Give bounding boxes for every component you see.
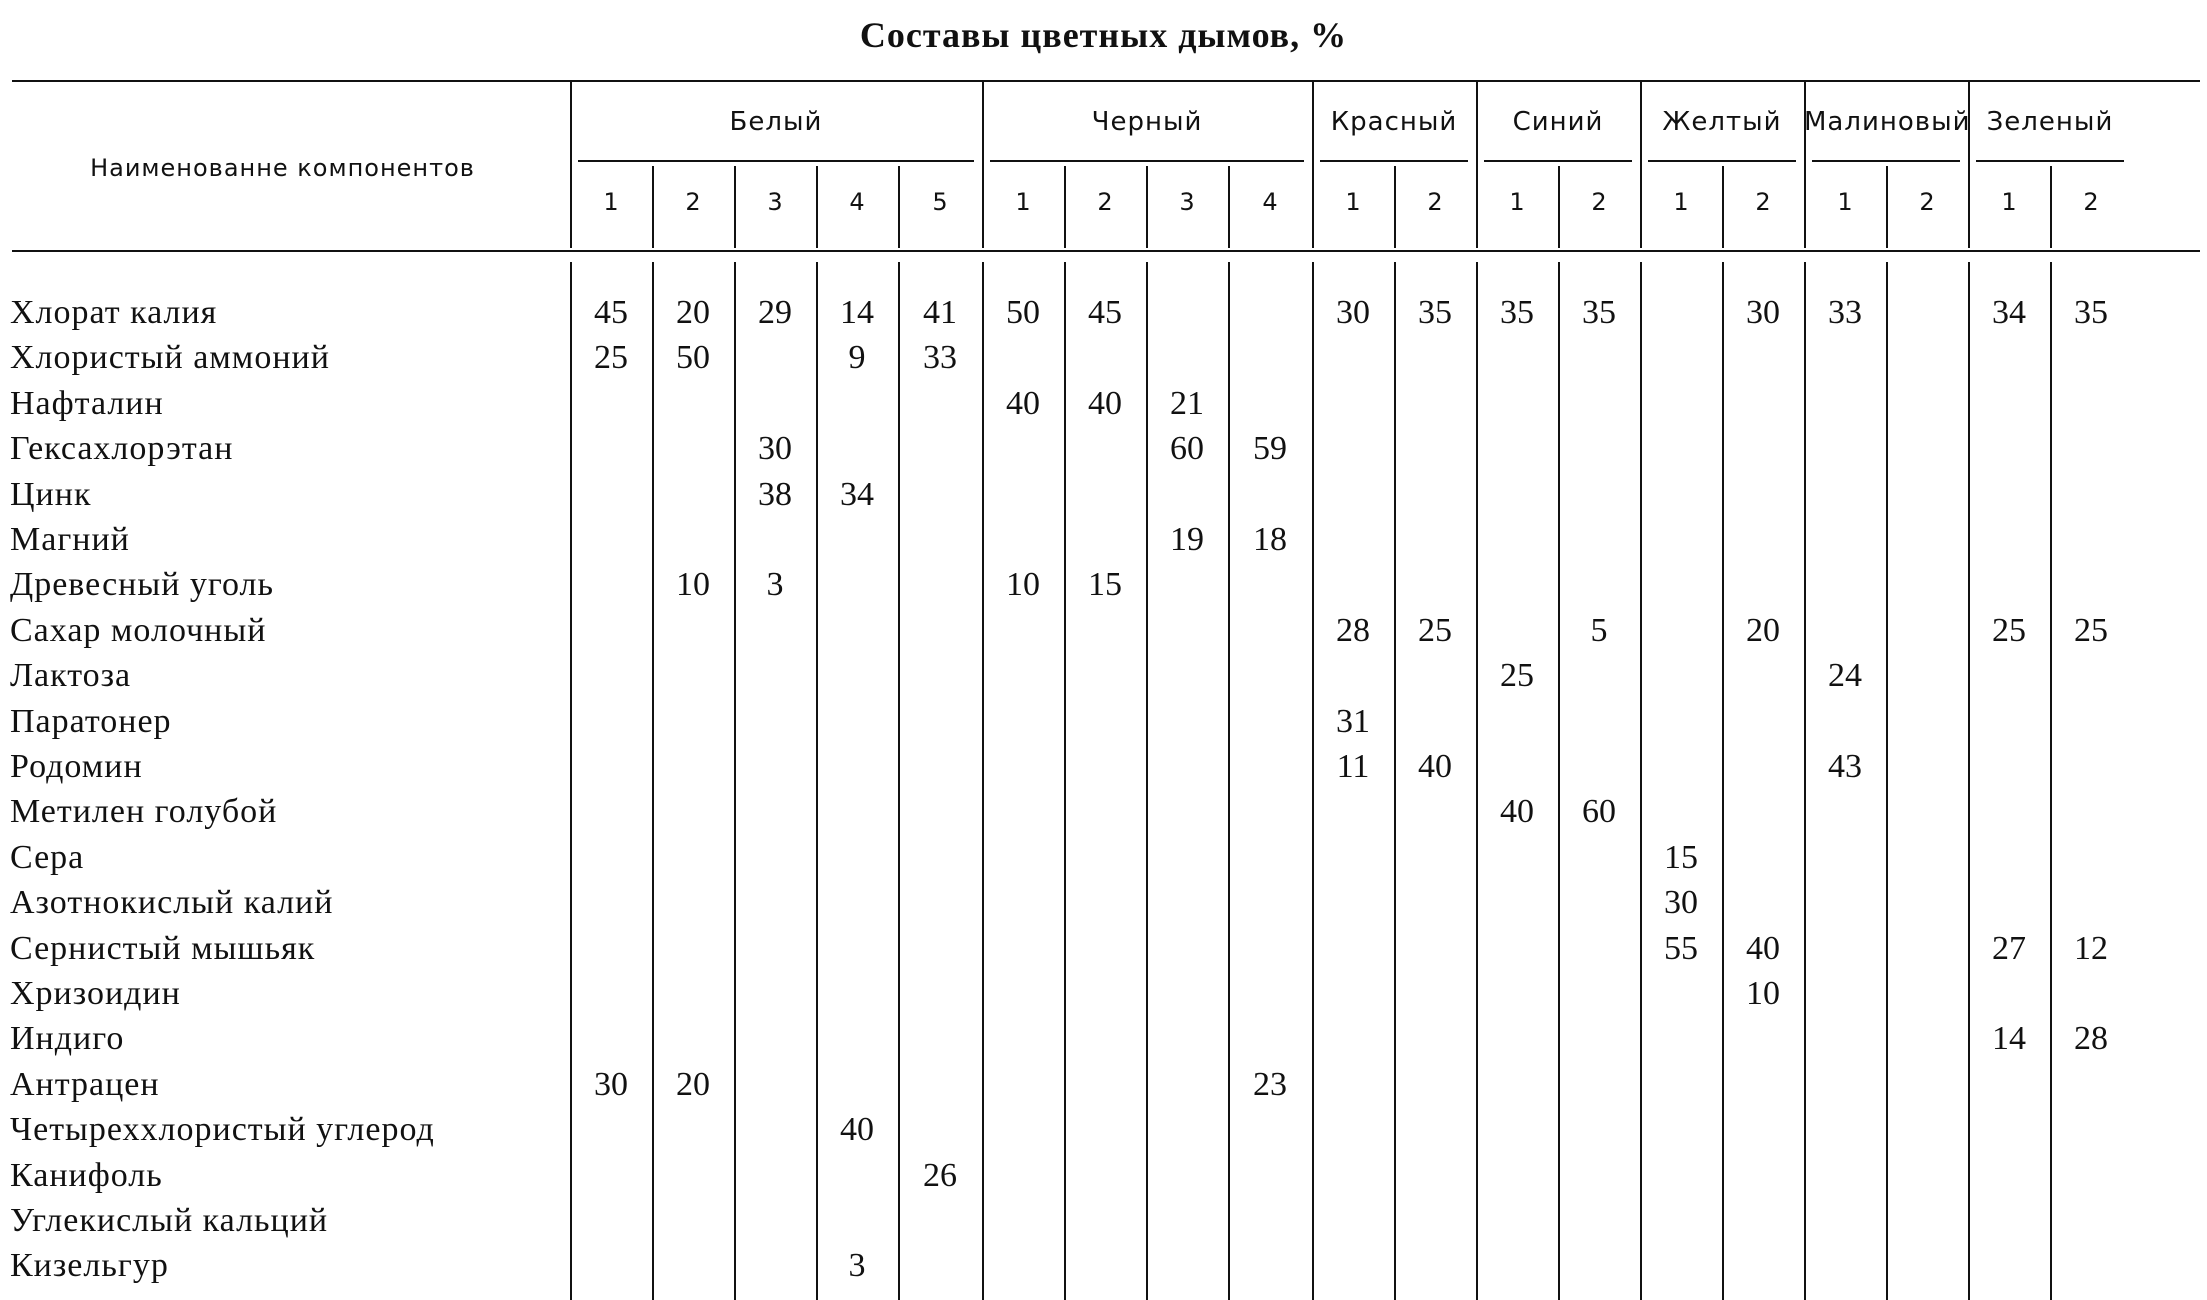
table-cell: 18 bbox=[1253, 521, 1287, 558]
table-cell: 27 bbox=[1992, 929, 2026, 967]
table-cell: 14 bbox=[1992, 1020, 2026, 1058]
row-label: Паратонер bbox=[10, 702, 172, 740]
table-cell: 11 bbox=[1336, 748, 1370, 785]
table-cell: 43 bbox=[1828, 748, 1862, 785]
table-cell: 59 bbox=[1253, 430, 1287, 468]
sub-column-header: 1 bbox=[1509, 188, 1525, 216]
table-cell: 28 bbox=[2074, 1020, 2108, 1058]
table-cell: 33 bbox=[1828, 294, 1862, 331]
row-label: Метилен голубой bbox=[10, 793, 278, 831]
group-header: Малиновый bbox=[1804, 107, 1971, 137]
table-cell: 23 bbox=[1253, 1065, 1287, 1103]
column-divider bbox=[1064, 166, 1066, 248]
group-header: Зеленый bbox=[1986, 107, 2114, 137]
group-divider bbox=[1312, 80, 1314, 248]
sub-column-header: 5 bbox=[932, 188, 948, 216]
table-cell: 41 bbox=[923, 294, 957, 331]
table-cell: 34 bbox=[840, 475, 874, 513]
sub-column-header: 1 bbox=[603, 188, 619, 216]
table-rule bbox=[1648, 160, 1796, 162]
table-rule bbox=[1812, 160, 1960, 162]
table-cell: 10 bbox=[676, 566, 710, 604]
sub-column-header: 1 bbox=[1837, 188, 1853, 216]
table-rule bbox=[578, 160, 974, 162]
table-cell: 33 bbox=[923, 339, 957, 377]
sub-column-header: 2 bbox=[1755, 188, 1771, 216]
table-cell: 50 bbox=[676, 339, 710, 377]
sub-column-header: 4 bbox=[849, 188, 865, 216]
row-label: Хризоидин bbox=[10, 975, 181, 1012]
table-cell: 40 bbox=[1418, 748, 1452, 785]
column-divider bbox=[1558, 166, 1560, 248]
table-cell: 21 bbox=[1170, 384, 1204, 422]
table-cell: 20 bbox=[676, 1065, 710, 1103]
group-header: Желтый bbox=[1662, 107, 1782, 137]
group-header: Синий bbox=[1512, 107, 1604, 137]
table-rule bbox=[1976, 160, 2124, 162]
row-label: Хлористый аммоний bbox=[10, 339, 330, 377]
table-cell: 35 bbox=[1582, 294, 1616, 331]
column-divider bbox=[1228, 166, 1230, 248]
table-cell: 55 bbox=[1664, 929, 1698, 967]
column-divider bbox=[816, 166, 818, 248]
table-cell: 45 bbox=[594, 294, 628, 331]
sub-column-header: 1 bbox=[2001, 188, 2017, 216]
sub-column-header: 2 bbox=[1919, 188, 1935, 216]
column-divider bbox=[1146, 166, 1148, 248]
row-label: Индиго bbox=[10, 1020, 125, 1058]
column-divider bbox=[2050, 262, 2052, 1300]
table-cell: 34 bbox=[1992, 294, 2026, 331]
group-divider bbox=[1640, 80, 1642, 248]
column-divider bbox=[1640, 262, 1642, 1300]
table-cell: 5 bbox=[1590, 611, 1608, 649]
row-label: Лактоза bbox=[10, 657, 132, 695]
table-cell: 29 bbox=[758, 294, 792, 331]
column-divider bbox=[1558, 262, 1560, 1300]
group-header: Черный bbox=[1091, 107, 1203, 137]
table-cell: 10 bbox=[1746, 975, 1780, 1012]
table-cell: 25 bbox=[1418, 611, 1452, 649]
sub-column-header: 2 bbox=[1591, 188, 1607, 216]
table-cell: 30 bbox=[1664, 884, 1698, 922]
column-divider bbox=[570, 262, 572, 1300]
sub-column-header: 2 bbox=[2083, 188, 2099, 216]
row-label: Сера bbox=[10, 838, 85, 876]
table-cell: 38 bbox=[758, 475, 792, 513]
row-label: Нафталин bbox=[10, 384, 164, 422]
table-cell: 40 bbox=[840, 1111, 874, 1149]
row-label: Углекислый кальций bbox=[10, 1202, 329, 1239]
column-divider bbox=[1394, 166, 1396, 248]
column-divider bbox=[1886, 166, 1888, 248]
column-divider bbox=[734, 166, 736, 248]
column-divider bbox=[652, 166, 654, 248]
row-label: Цинк bbox=[10, 475, 92, 513]
table-cell: 12 bbox=[2074, 929, 2108, 967]
table-cell: 30 bbox=[594, 1065, 628, 1103]
column-divider bbox=[1968, 262, 1970, 1300]
column-divider bbox=[1722, 166, 1724, 248]
table-cell: 40 bbox=[1088, 384, 1122, 422]
group-divider bbox=[1804, 80, 1806, 248]
table-cell: 50 bbox=[1006, 294, 1040, 331]
table-cell: 20 bbox=[676, 294, 710, 331]
table-rule bbox=[1484, 160, 1632, 162]
table-rule bbox=[1320, 160, 1468, 162]
row-label: Сахар молочный bbox=[10, 611, 267, 649]
sub-column-header: 2 bbox=[1097, 188, 1113, 216]
sub-column-header: 1 bbox=[1015, 188, 1031, 216]
column-divider bbox=[1722, 262, 1724, 1300]
table-cell: 26 bbox=[923, 1156, 957, 1194]
sub-column-header: 2 bbox=[1427, 188, 1443, 216]
column-divider bbox=[1886, 262, 1888, 1300]
row-label: Канифоль bbox=[10, 1156, 163, 1194]
table-cell: 25 bbox=[594, 339, 628, 377]
group-divider bbox=[1476, 80, 1478, 248]
table-cell: 45 bbox=[1088, 294, 1122, 331]
group-header: Белый bbox=[729, 107, 823, 137]
group-divider bbox=[570, 80, 572, 248]
column-divider bbox=[652, 262, 654, 1300]
group-header: Красный bbox=[1330, 107, 1458, 137]
sub-column-header: 2 bbox=[685, 188, 701, 216]
row-label: Антрацен bbox=[10, 1065, 160, 1103]
table-cell: 30 bbox=[1746, 294, 1780, 331]
table-rule bbox=[990, 160, 1304, 162]
column-divider bbox=[734, 262, 736, 1300]
table-cell: 25 bbox=[1500, 657, 1534, 695]
stub-header: Наименованне компонентов bbox=[90, 154, 475, 182]
table-cell: 15 bbox=[1088, 566, 1122, 604]
row-label: Четыреххлористый углерод bbox=[10, 1111, 435, 1149]
table-rule bbox=[12, 80, 2200, 82]
sub-column-header: 3 bbox=[767, 188, 783, 216]
table-cell: 30 bbox=[1336, 294, 1370, 331]
sub-column-header: 3 bbox=[1179, 188, 1195, 216]
table-cell: 25 bbox=[1992, 611, 2026, 649]
table-cell: 28 bbox=[1336, 611, 1370, 649]
table-cell: 30 bbox=[758, 430, 792, 468]
table-rule bbox=[12, 250, 2200, 252]
sub-column-header: 4 bbox=[1262, 188, 1278, 216]
column-divider bbox=[1476, 262, 1478, 1300]
row-label: Сернистый мышьяк bbox=[10, 929, 316, 967]
row-label: Магний bbox=[10, 521, 130, 558]
table-cell: 19 bbox=[1170, 521, 1204, 558]
table-cell: 25 bbox=[2074, 611, 2108, 649]
row-label: Гексахлорэтан bbox=[10, 430, 234, 468]
table-cell: 40 bbox=[1500, 793, 1534, 831]
row-label: Родомин bbox=[10, 748, 143, 785]
column-divider bbox=[1228, 262, 1230, 1300]
table-cell: 35 bbox=[2074, 294, 2108, 331]
group-divider bbox=[1968, 80, 1970, 248]
table-cell: 31 bbox=[1336, 702, 1370, 740]
table-cell: 9 bbox=[848, 339, 866, 377]
table-cell: 3 bbox=[766, 566, 784, 604]
row-label: Хлорат калия bbox=[10, 294, 218, 331]
table-cell: 60 bbox=[1170, 430, 1204, 468]
column-divider bbox=[2050, 166, 2052, 248]
row-label: Кизельгур bbox=[10, 1247, 169, 1285]
table-cell: 35 bbox=[1500, 294, 1534, 331]
column-divider bbox=[898, 166, 900, 248]
table-cell: 60 bbox=[1582, 793, 1616, 831]
row-label: Древесный уголь bbox=[10, 566, 275, 604]
table-cell: 40 bbox=[1746, 929, 1780, 967]
table-cell: 24 bbox=[1828, 657, 1862, 695]
table-cell: 3 bbox=[848, 1247, 866, 1285]
table-title: Составы цветных дымов, % bbox=[859, 15, 1348, 55]
table-cell: 20 bbox=[1746, 611, 1780, 649]
group-divider bbox=[982, 80, 984, 248]
table-cell: 40 bbox=[1006, 384, 1040, 422]
table-cell: 14 bbox=[840, 294, 874, 331]
table-cell: 15 bbox=[1664, 838, 1698, 876]
sub-column-header: 1 bbox=[1673, 188, 1689, 216]
column-divider bbox=[898, 262, 900, 1300]
table-cell: 10 bbox=[1006, 566, 1040, 604]
row-label: Азотнокислый калий bbox=[10, 884, 334, 922]
table-cell: 35 bbox=[1418, 294, 1452, 331]
sub-column-header: 1 bbox=[1345, 188, 1361, 216]
